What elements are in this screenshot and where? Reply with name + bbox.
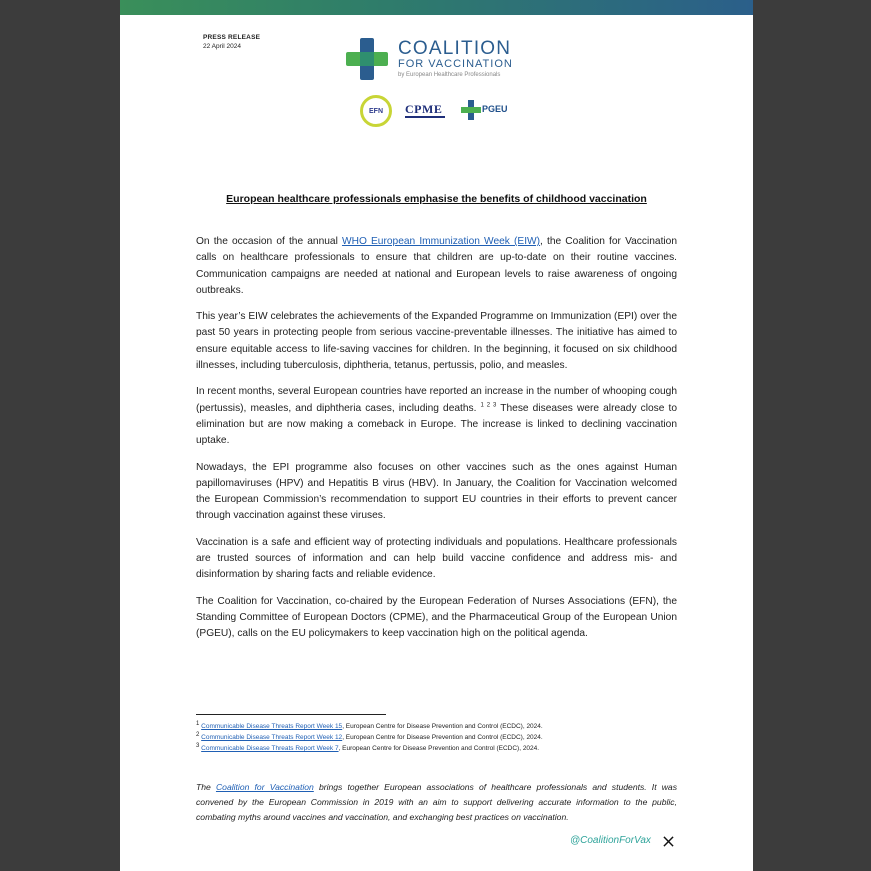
footnote-2-link[interactable]: Communicable Disease Threats Report Week 12 — [201, 734, 343, 741]
footnote-2-source: , European Centre for Disease Prevention and Control (ECDC), 2024. — [342, 734, 543, 741]
paragraph-4: Nowadays, the EPI programme also focuses on other vaccines such as the ones against Human papillomaviruses (HPV) and Hepatitis B virus (HBV). In January, the Coalition for Vaccination welcomed the European Commission’s recommendation to support EU countries in their efforts to prevent cancer through vaccination against these viruses. — [196, 461, 677, 522]
paragraph-3-text-a: In recent months, several European countries have reported an increase in the number of whooping cough (pertussis), measles, and diphtheria cases, including deaths. — [196, 386, 677, 414]
eiw-link[interactable]: WHO European Immunization Week (EIW) — [341, 236, 541, 247]
x-logo-icon[interactable] — [663, 836, 674, 847]
paragraph-1-text-a: On the occasion of the annual — [196, 236, 342, 247]
paragraph-2: This year’s EIW celebrates the achievements of the Expanded Programme on Immunization (EPI) over the past 50 years in protecting people from serious vaccine-preventable illnesses. The initiative has aimed to ensure equitable access to life-saving vaccines for children. In the beginning, it focused on six childhood illnesses, including tuberculosis, diphtheria, tetanus, pertussis, polio, and measles. — [196, 311, 677, 372]
pgeu-logo: PGEU — [482, 104, 508, 114]
coalition-link[interactable]: Coalition for Vaccination — [215, 782, 314, 792]
footnote-3 — [196, 742, 540, 752]
cpme-underline — [405, 116, 445, 118]
efn-logo-text: EFN — [369, 107, 383, 115]
about-coalition — [196, 780, 677, 825]
about-text-a: The — [196, 782, 216, 792]
paragraph-3 — [196, 384, 677, 449]
footnote-divider — [196, 714, 386, 715]
press-release-title: European healthcare professionals emphasise the benefits of childhood vaccination — [226, 193, 647, 205]
paragraph-1 — [196, 234, 677, 299]
footnote-1-number: 1 — [196, 720, 200, 727]
twitter-handle[interactable]: @CoalitionForVax — [570, 835, 651, 846]
cpme-logo: CPME — [405, 102, 443, 116]
press-release-body — [196, 234, 677, 653]
efn-logo — [360, 95, 392, 127]
press-release-label: PRESS RELEASE — [203, 34, 261, 41]
footnote-3-link[interactable]: Communicable Disease Threats Report Week 7 — [201, 745, 339, 752]
coalition-logo — [346, 38, 536, 84]
partner-logos — [360, 95, 520, 129]
header-color-bar — [120, 0, 753, 15]
coalition-cross-icon — [346, 38, 388, 80]
paragraph-1-text-b: , the Coalition for Vaccination calls on healthcare professionals to ensure that children are up-to-date on their routine vaccines. Communication campaigns are needed at national and European levels to raise awareness of ongoing outbreaks. — [196, 236, 677, 296]
logo-line-2: FOR VACCINATION — [398, 58, 513, 70]
document-page — [120, 0, 753, 871]
paragraph-5: Vaccination is a safe and efficient way of protecting individuals and populations. Healthcare professionals are trusted sources of information and can help build vaccine confidence and address mis- and disinformation by sharing facts and reliable evidence. — [196, 536, 677, 581]
footnote-2-number: 2 — [196, 731, 200, 738]
footnote-refs[interactable]: 1 2 3 — [480, 402, 497, 409]
logo-line-1: COALITION — [398, 38, 512, 59]
logo-line-3: by European Healthcare Professionals — [398, 72, 501, 78]
footnote-1-link[interactable]: Communicable Disease Threats Report Week 15 — [201, 723, 343, 730]
footnote-1 — [196, 720, 543, 730]
paragraph-6: The Coalition for Vaccination, co-chaired by the European Federation of Nurses Associations (EFN), the Standing Committee of European Doctors (CPME), and the Pharmaceutical Group of the European Union (PGEU), calls on the EU policymakers to keep vaccination high on the political agenda. — [196, 595, 677, 640]
footnote-3-source: , European Centre for Disease Prevention and Control (ECDC), 2024. — [338, 745, 540, 752]
pgeu-cross-icon — [461, 100, 481, 120]
footnote-1-source: , European Centre for Disease Prevention and Control (ECDC), 2024. — [342, 723, 543, 730]
about-text-b: brings together European associations of healthcare professionals and students. It was convened by the European Commission in 2019 with an aim to support delivering accurate information to the public, combating myths around vaccines and vaccination, and exchanging best practices on vaccination. — [196, 782, 677, 822]
footnote-2 — [196, 731, 543, 741]
press-release-meta — [203, 33, 260, 51]
press-release-date: 22 April 2024 — [203, 43, 241, 50]
footnote-3-number: 3 — [196, 742, 200, 749]
paragraph-3-text-b: These diseases were already close to elimination but are now making a comeback in Europe. The increase is linked to declining vaccination uptake. — [196, 402, 677, 447]
